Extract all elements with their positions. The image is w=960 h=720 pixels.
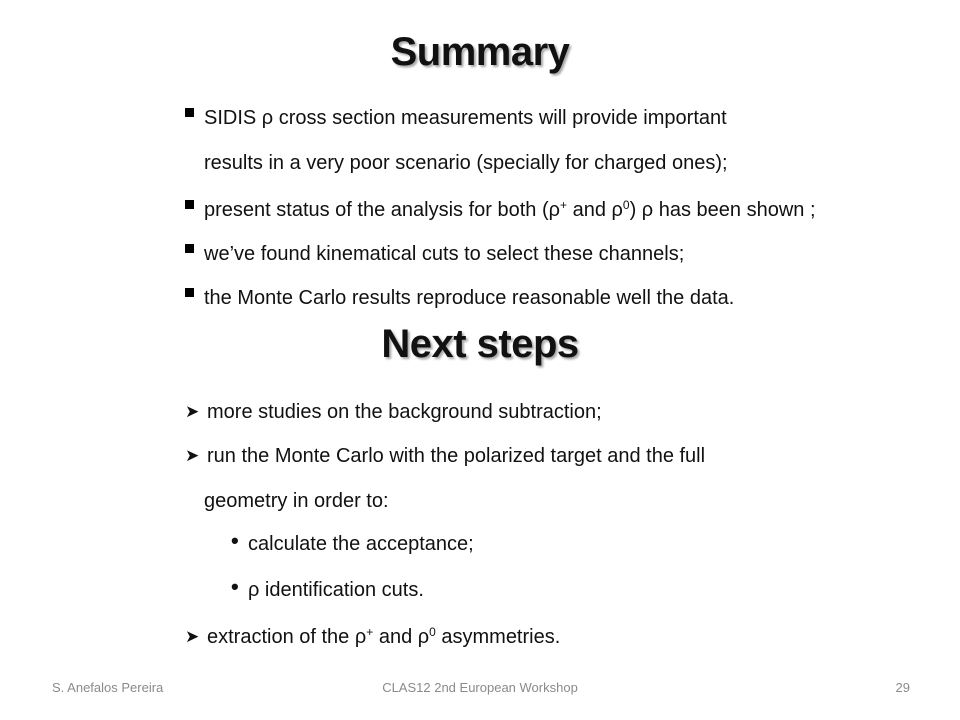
- next-step-sub-1: [231, 528, 474, 556]
- summary-bullet-2: [204, 198, 816, 222]
- summary-bullet-4-text: the Monte Carlo results reproduce reasonable well the data.: [204, 287, 735, 309]
- rho-plus-superscript: +: [366, 625, 374, 639]
- footer-page-number: 29: [895, 680, 910, 695]
- summary-bullet-4: [204, 286, 734, 310]
- summary-bullet-2-text-c: ) ρ has been shown ;: [629, 199, 816, 221]
- arrow-bullet-icon: ➤: [185, 402, 200, 421]
- summary-bullet-2-text-b: and ρ: [567, 199, 623, 221]
- summary-title: Summary: [390, 30, 570, 74]
- next-step-3: [185, 625, 561, 649]
- summary-bullet-3: [204, 242, 684, 266]
- square-bullet-icon: [185, 244, 194, 253]
- square-bullet-icon: [185, 200, 194, 209]
- next-step-2: [185, 444, 706, 468]
- summary-bullet-1-continuation: [204, 151, 728, 175]
- next-step-3-text-b: and ρ: [373, 626, 430, 648]
- arrow-bullet-icon: ➤: [185, 446, 200, 465]
- next-step-2-text: run the Monte Carlo with the polarized target and the full: [207, 445, 706, 467]
- arrow-bullet-icon: ➤: [185, 627, 200, 646]
- next-step-sub-2: [231, 574, 424, 602]
- next-step-3-text-a: extraction of the ρ: [207, 626, 367, 648]
- summary-bullet-3-text: we’ve found kinematical cuts to select these channels;: [204, 243, 685, 265]
- summary-bullet-1: [204, 106, 727, 130]
- summary-bullet-1-text: SIDIS ρ cross section measurements will provide important: [204, 107, 727, 129]
- next-step-1: [185, 400, 602, 424]
- square-bullet-icon: [185, 288, 194, 297]
- round-bullet-icon: •: [231, 528, 239, 553]
- rho-zero-superscript: 0: [429, 625, 436, 639]
- rho-plus-superscript: +: [560, 198, 568, 212]
- footer-author: S. Anefalos Pereira: [52, 680, 164, 695]
- next-step-sub-2-text: ρ identification cuts.: [248, 579, 424, 601]
- summary-bullet-2-text-a: present status of the analysis for both (ρ: [204, 199, 561, 221]
- next-step-2-continuation-text: geometry in order to:: [204, 490, 389, 512]
- round-bullet-icon: •: [231, 574, 239, 599]
- rho-zero-superscript: 0: [622, 198, 630, 212]
- summary-bullet-1-continuation-text: results in a very poor scenario (specially for charged ones);: [204, 152, 728, 174]
- next-step-sub-1-text: calculate the acceptance;: [248, 533, 474, 555]
- next-step-2-continuation: [204, 489, 389, 513]
- next-step-3-text-c: asymmetries.: [435, 626, 561, 648]
- next-steps-title: Next steps: [381, 322, 579, 366]
- footer-event: CLAS12 2nd European Workshop: [382, 680, 578, 695]
- next-step-1-text: more studies on the background subtraction;: [207, 401, 602, 423]
- square-bullet-icon: [185, 108, 194, 117]
